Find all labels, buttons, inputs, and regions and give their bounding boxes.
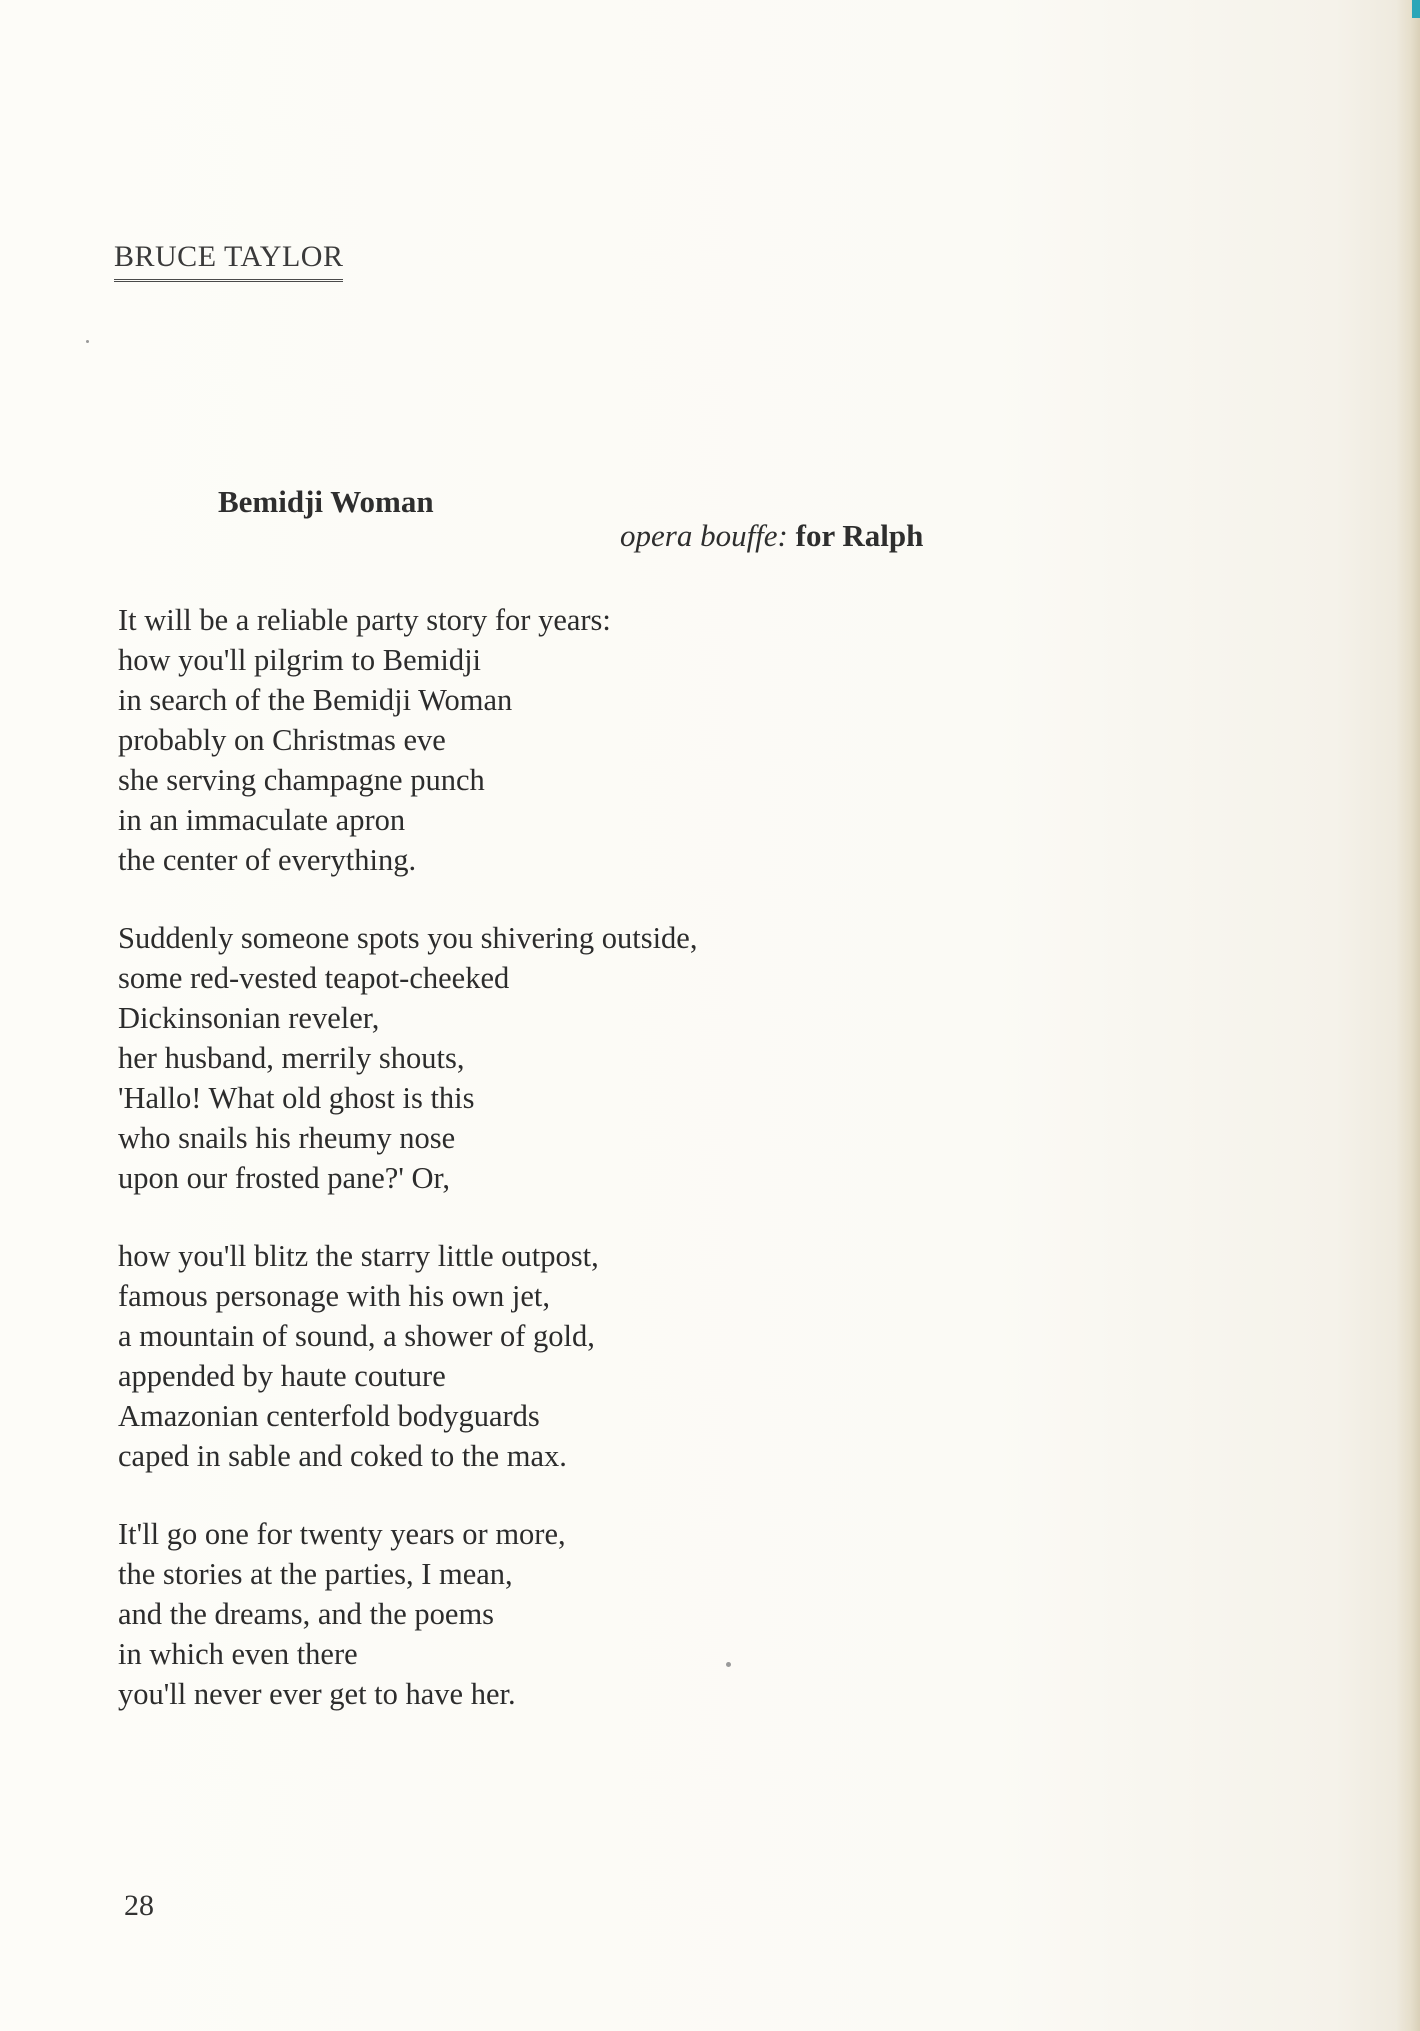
poem-line: the center of everything. (118, 843, 417, 877)
stanza-4 (118, 1514, 1018, 1714)
author-heading: BRUCE TAYLOR (114, 240, 343, 282)
stanza-3 (118, 1236, 1018, 1476)
poem-line: you'll never ever get to have her. (118, 1677, 516, 1711)
paper-speck (726, 1662, 731, 1667)
paper-speck (86, 340, 89, 343)
poem-body (118, 600, 1018, 1752)
poem-line: Dickinsonian reveler, (118, 1001, 380, 1035)
poem-title: Bemidji Woman (218, 484, 434, 519)
poem-line: famous personage with his own jet, (118, 1279, 551, 1313)
poem-line: and the dreams, and the poems (118, 1597, 495, 1631)
poem-line: appended by haute couture (118, 1359, 446, 1393)
poem-line: probably on Christmas eve (118, 723, 446, 757)
binding-edge (1396, 0, 1420, 2031)
poem-dedication (620, 518, 923, 554)
poem-line: some red-vested teapot-cheeked (118, 961, 510, 995)
poem-line: the stories at the parties, I mean, (118, 1557, 513, 1591)
poem-line: Amazonian centerfold bodyguards (118, 1399, 540, 1433)
poem-line: in an immaculate apron (118, 803, 406, 837)
poem-line: how you'll pilgrim to Bemidji (118, 643, 482, 677)
poem-line: her husband, merrily shouts, (118, 1041, 465, 1075)
poem-line: Suddenly someone spots you shivering outside, (118, 921, 698, 955)
dedication-genre: opera bouffe: (620, 518, 788, 553)
poem-line: caped in sable and coked to the max. (118, 1439, 567, 1473)
poem-line: a mountain of sound, a shower of gold, (118, 1319, 595, 1353)
poem-line: upon our frosted pane?' Or, (118, 1161, 451, 1195)
poem-line: in which even there (118, 1637, 358, 1671)
poem-line: 'Hallo! What old ghost is this (118, 1081, 475, 1115)
stanza-2 (118, 918, 1018, 1198)
poem-line: It'll go one for twenty years or more, (118, 1517, 566, 1551)
corner-color-mark (1412, 0, 1420, 18)
poem-line: she serving champagne punch (118, 763, 485, 797)
poem-line: It will be a reliable party story for years: (118, 603, 611, 637)
poem-line: how you'll blitz the starry little outpost, (118, 1239, 599, 1273)
dedication-recipient: for Ralph (795, 518, 924, 553)
poem-line: in search of the Bemidji Woman (118, 683, 513, 717)
page-number: 28 (124, 1889, 154, 1922)
poem-line: who snails his rheumy nose (118, 1121, 456, 1155)
stanza-1 (118, 600, 1018, 880)
